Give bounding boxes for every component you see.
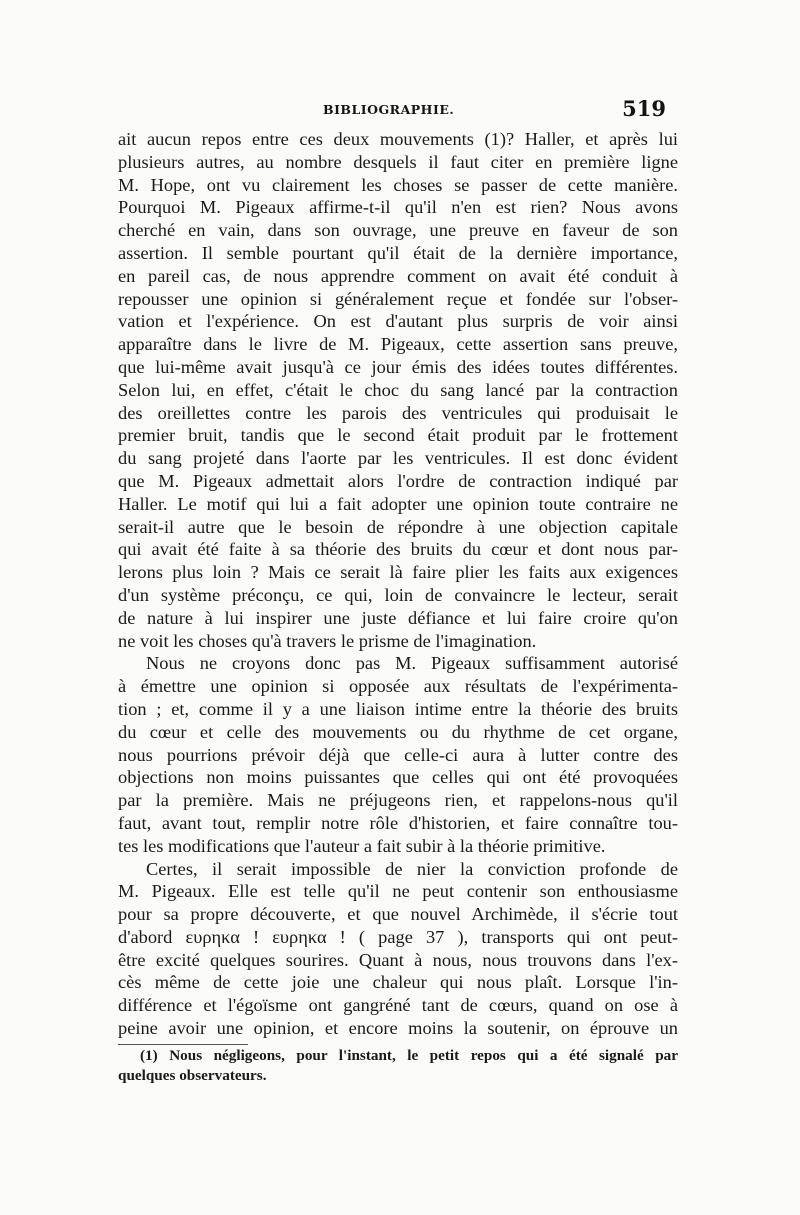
text-line: ait aucun repos entre ces deux mouvements (1)? Haller, et après lui [118,129,678,149]
text-line: premier bruit, tandis que le second était produit par le frottement [118,425,678,446]
text-line: en pareil cas, de nous apprendre comment on avait été conduit à [118,265,678,286]
text-line: tes les modifications que l'auteur a fait subir à la théorie primitive. [118,835,606,856]
text-line: assertion. Il semble pourtant qu'il était de la dernière importance, [118,242,678,263]
text-line: cherché en vain, dans son ouvrage, une preuve en faveur de son [118,220,678,241]
text-line: Selon lui, en effet, c'était le choc du sang lancé par la contraction [118,379,678,400]
footnote-line: quelques observateurs. [118,1067,267,1084]
text-line: tion ; et, comme il y a une liaison intime entre la théorie des bruits [118,698,678,719]
text-line: du cœur et celle des mouvements ou du rhythme de cet organe, [118,721,678,742]
text-line: des oreillettes contre les parois des ventricules qui produisait le [118,402,678,423]
text-line: serait-il autre que le besoin de répondre à une objection capitale [118,516,678,537]
text-line: par la première. Mais ne préjugeons rien, et rappelons-nous qu'il [118,790,678,811]
text-line: différence et l'égoïsme ont gangréné tant de cœurs, quand on ose à [118,995,678,1016]
footnotes [118,1046,678,1086]
body-text [118,128,678,1040]
text-line: d'un système préconçu, ce qui, loin de convaincre le lecteur, serait [118,584,678,605]
footnote-line: (1) Nous négligeons, pour l'instant, le petit repos qui a été signalé par [140,1047,678,1064]
footnote-rule [118,1044,248,1045]
text-line: que M. Pigeaux admettait alors l'ordre de contraction indiqué par [118,470,678,491]
text-line: faut, avant tout, remplir notre rôle d'historien, et faire connaître tou- [118,812,678,833]
text-line: vation et l'expérience. On est d'autant plus surpris de voir ainsi [118,311,678,332]
text-line: Haller. Le motif qui lui a fait adopter une opinion toute contraire ne [118,493,678,514]
text-line: lerons plus loin ? Mais ce serait là faire plier les faits aux exigences [118,562,678,583]
text-line: qui avait été faite à sa théorie des bruits du cœur et dont nous par- [118,539,678,560]
text-line: M. Pigeaux. Elle est telle qu'il ne peut contenir son enthousiasme [118,881,678,902]
running-head: BIBLIOGRAPHIE. [323,102,455,117]
text-line: cès même de cette joie une chaleur qui nous plaît. Lorsque l'in- [118,972,678,993]
text-line: peine avoir une opinion, et encore moins la soutenir, on éprouve un [118,1018,678,1039]
text-line: Nous ne croyons donc pas M. Pigeaux suffisamment autorisé [146,653,678,674]
text-line: nous pourrions prévoir déjà que celle-ci aura à lutter contre des [118,744,678,765]
text-line: plusieurs autres, au nombre desquels il faut citer en première ligne [118,151,678,172]
page-number: 519 [622,96,666,121]
text-line: du sang projeté dans l'aorte par les ventricules. Il est donc évident [118,448,678,469]
text-line: objections non moins puissantes que celles qui ont été provoquées [118,767,678,788]
text-line: pour sa propre découverte, et que nouvel Archimède, il s'écrie tout [118,904,678,925]
text-line: M. Hope, ont vu clairement les choses se passer de cette manière. [118,174,678,195]
text-line: de nature à lui inspirer une juste défiance et lui faire croire qu'on [118,607,678,628]
text-line: d'abord ευρηκα ! ευρηκα ! ( page 37 ), transports qui ont peut- [118,926,678,947]
text-line: Certes, il serait impossible de nier la conviction profonde de [146,858,678,879]
text-line: repousser une opinion si généralement reçue et fondée sur l'obser- [118,288,678,309]
text-line: apparaître dans le livre de M. Pigeaux, cette assertion sans preuve, [118,334,678,355]
text-line: que lui-même avait jusqu'à ce jour émis des idées toutes différentes. [118,356,678,377]
text-line: à émettre une opinion si opposée aux résultats de l'expérimenta- [118,676,678,697]
text-line: être excité quelques sourires. Quant à nous, nous trouvons dans l'ex- [118,949,678,970]
text-line: Pourquoi M. Pigeaux affirme-t-il qu'il n'en est rien? Nous avons [118,197,678,218]
text-line: ne voit les choses qu'à travers le prisme de l'imagination. [118,630,537,651]
page-header [118,96,674,124]
